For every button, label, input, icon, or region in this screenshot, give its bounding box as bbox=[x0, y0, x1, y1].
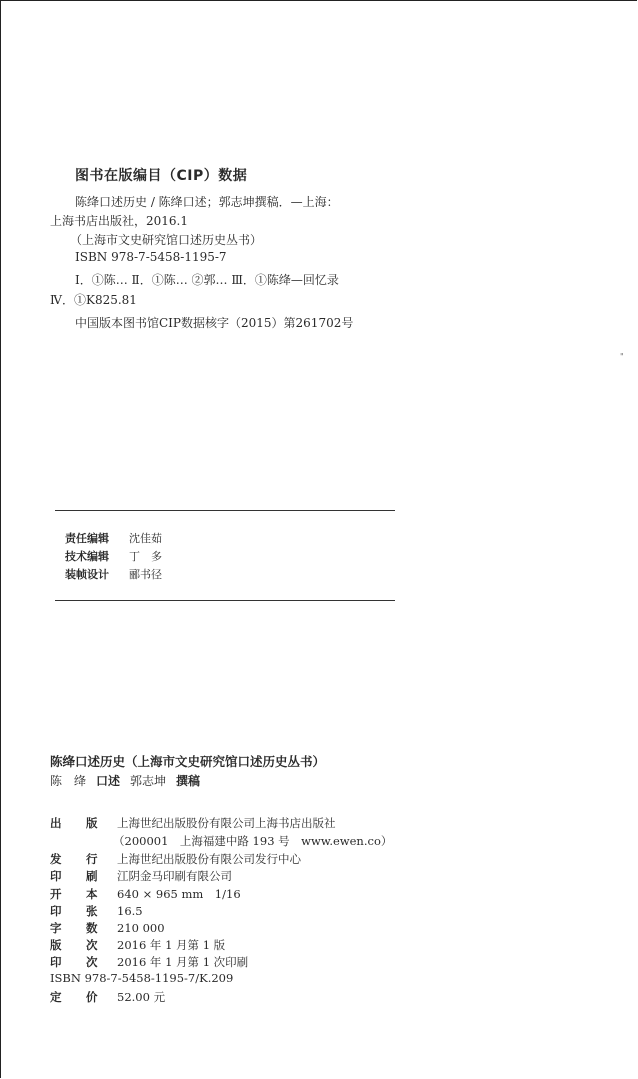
pub-key: 发 bbox=[50, 852, 62, 866]
pub-value: 上海世纪出版股份有限公司上海书店出版社 bbox=[117, 816, 336, 830]
authors-line bbox=[50, 772, 210, 789]
pub-key: 版 bbox=[50, 938, 62, 952]
pub-key: 版 bbox=[86, 816, 98, 830]
pub-value: 16.5 bbox=[117, 904, 143, 918]
pub-value: 210 000 bbox=[117, 921, 165, 935]
staff-label: 装帧设计 bbox=[65, 568, 109, 581]
cip-line: 中国版本图书馆CIP数据核字（2015）第261702号 bbox=[75, 316, 354, 330]
stray-mark: " bbox=[620, 352, 624, 361]
cip-line: 上海书店出版社，2016.1 bbox=[50, 214, 188, 228]
pub-key: 字 bbox=[50, 921, 62, 935]
staff-row bbox=[65, 566, 162, 582]
pub-row bbox=[50, 920, 165, 936]
cip-line: 陈绛口述历史 / 陈绛口述；郭志坤撰稿．—上海： bbox=[75, 195, 339, 209]
author-name: 陈 绛 bbox=[50, 774, 87, 788]
pub-value: 2016 年 1 月第 1 版 bbox=[117, 938, 226, 952]
staff-label: 责任编辑 bbox=[65, 532, 109, 545]
staff-row bbox=[65, 530, 162, 546]
divider-top bbox=[55, 510, 395, 511]
isbn-full: ISBN 978-7-5458-1195-7/K.209 bbox=[50, 971, 234, 985]
pub-key: 开 bbox=[50, 887, 62, 901]
pub-key: 印 bbox=[50, 904, 62, 918]
pub-key: 印 bbox=[50, 869, 62, 883]
cip-line: Ⅳ．①K825.81 bbox=[50, 293, 137, 307]
pub-row bbox=[113, 833, 392, 849]
pub-key: 次 bbox=[86, 938, 98, 952]
author-role: 口述 bbox=[96, 774, 121, 788]
pub-row bbox=[50, 989, 165, 1005]
pub-key: 定 bbox=[50, 990, 62, 1004]
pub-key: 数 bbox=[86, 921, 98, 935]
staff-row bbox=[65, 548, 162, 564]
pub-value: 上海世纪出版股份有限公司发行中心 bbox=[117, 852, 301, 866]
pub-key: 刷 bbox=[86, 869, 98, 883]
author-role: 撰稿 bbox=[176, 774, 201, 788]
cip-line: ISBN 978-7-5458-1195-7 bbox=[75, 250, 227, 264]
divider-bottom bbox=[55, 600, 395, 601]
pub-row bbox=[50, 954, 248, 970]
pub-value: 640 × 965 mm 1/16 bbox=[117, 887, 241, 901]
staff-value: 沈佳茹 bbox=[129, 532, 162, 545]
staff-label: 技术编辑 bbox=[65, 550, 109, 563]
price-value: 52.00 元 bbox=[117, 990, 166, 1004]
pub-value: 江阴金马印刷有限公司 bbox=[117, 869, 232, 883]
staff-value: 丁 多 bbox=[129, 550, 162, 563]
pub-key: 行 bbox=[86, 852, 98, 866]
pub-key: 价 bbox=[86, 990, 98, 1004]
author-name: 郭志坤 bbox=[130, 774, 167, 788]
pub-row bbox=[50, 868, 232, 884]
staff-value: 郦书径 bbox=[129, 568, 162, 581]
cip-heading: 图书在版编目（CIP）数据 bbox=[75, 168, 248, 184]
pub-value: （200001 上海福建中路 193 号 www.ewen.co） bbox=[113, 834, 393, 848]
cip-line: Ⅰ．①陈… Ⅱ．①陈… ②郭… Ⅲ．①陈绛—回忆录 bbox=[75, 273, 339, 287]
book-title: 陈绛口述历史（上海市文史研究馆口述历史丛书） bbox=[50, 754, 326, 769]
pub-value: 2016 年 1 月第 1 次印刷 bbox=[117, 955, 249, 969]
pub-row bbox=[50, 937, 225, 953]
pub-key: 次 bbox=[86, 955, 98, 969]
pub-key: 印 bbox=[50, 955, 62, 969]
pub-key: 本 bbox=[86, 887, 98, 901]
pub-row bbox=[50, 886, 241, 902]
pub-row bbox=[50, 815, 336, 831]
pub-row bbox=[50, 903, 143, 919]
cip-line: （上海市文史研究馆口述历史丛书） bbox=[70, 233, 263, 247]
pub-key: 出 bbox=[50, 816, 62, 830]
pub-key: 张 bbox=[86, 904, 98, 918]
pub-row bbox=[50, 851, 301, 867]
